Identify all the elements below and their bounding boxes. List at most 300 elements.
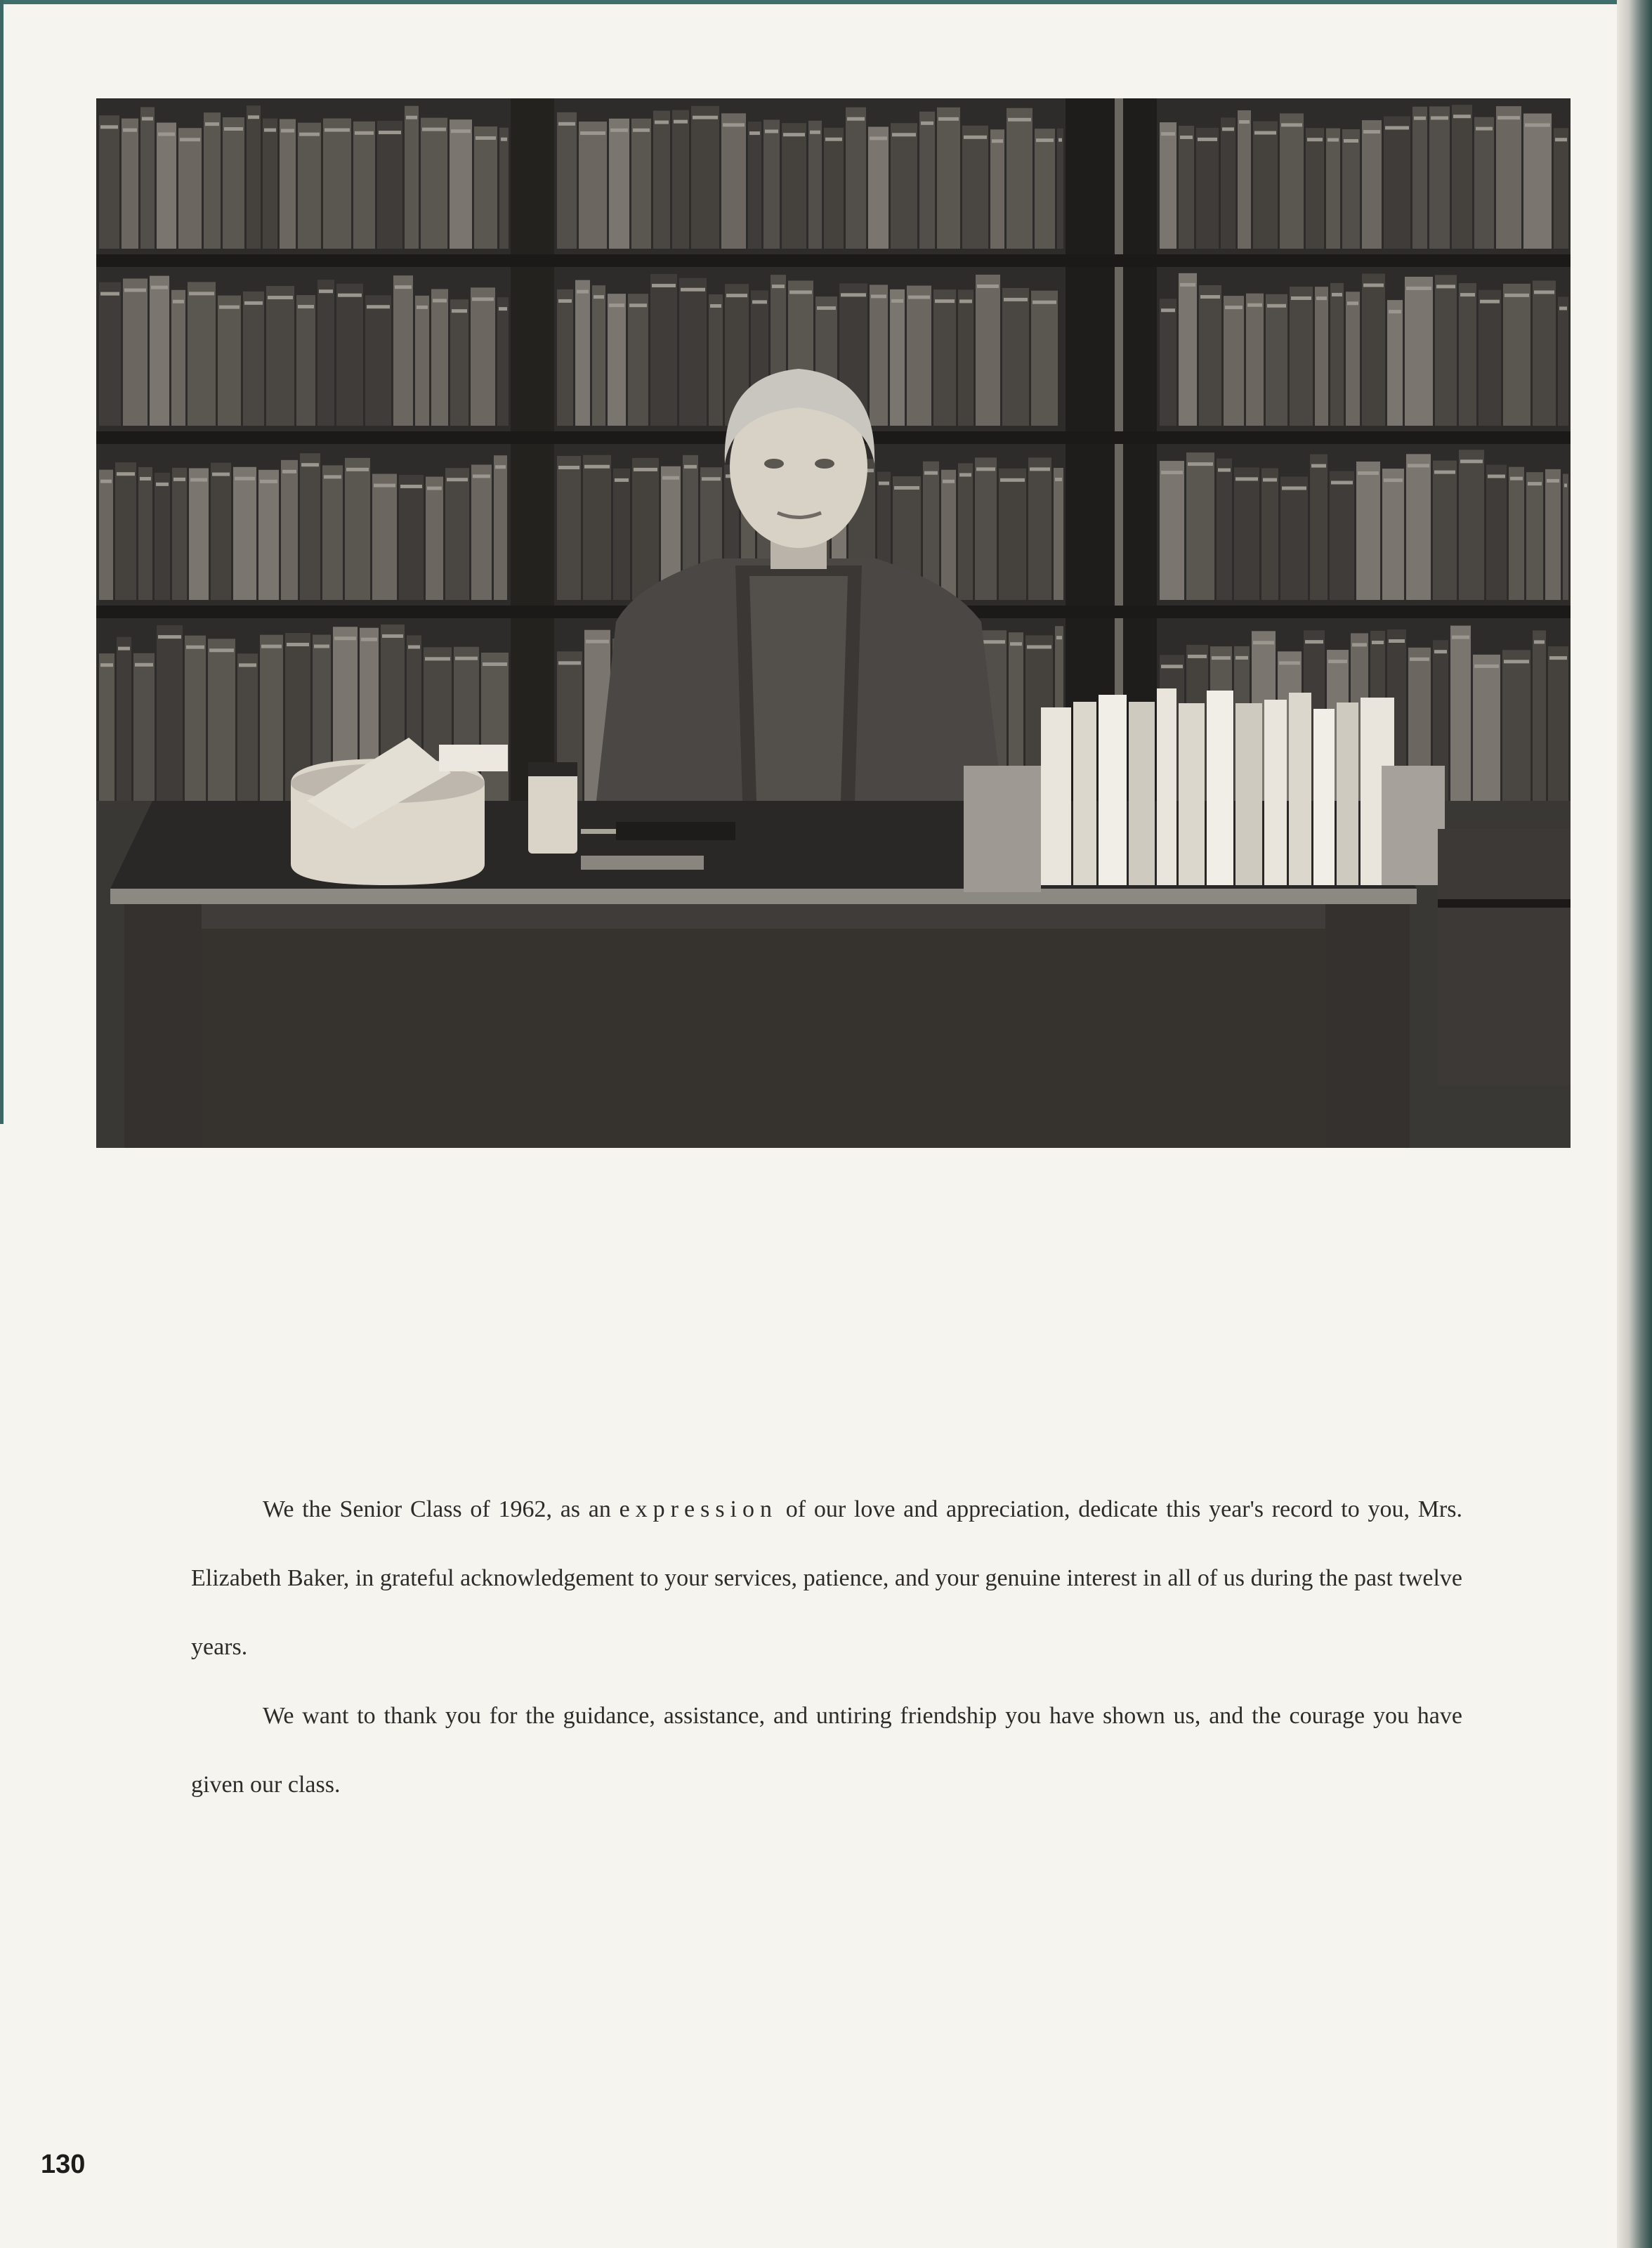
book-spine [1473,655,1500,801]
book-spine-band [173,478,185,481]
book-spine-band [584,465,610,469]
book-spine [115,462,136,600]
book-spine-band [1504,294,1529,297]
book-spine-band [629,303,647,307]
book-spine-band [924,471,938,475]
book-spine [1479,290,1501,426]
book-spine-band [186,646,204,649]
book-spine-band [609,303,624,307]
book-spine [263,119,277,249]
book-spine [450,119,472,249]
book-spine-band [871,294,886,298]
book-spine-band [1279,661,1300,665]
book-spine-band [1510,477,1523,481]
book-spine [1433,461,1457,600]
book-spine-band [1328,138,1339,142]
book-spine-band [338,294,362,297]
book-spine [1238,110,1251,249]
book-spine [1290,287,1313,426]
book-spine-band [1161,665,1183,668]
book-spine-band [1200,295,1220,299]
book-spine [1160,299,1176,426]
book-spine [1221,117,1235,249]
book-spine-band [100,292,119,296]
book-spine [296,295,315,426]
book-spine-band [427,487,442,490]
book-spine-band [558,466,579,469]
book-spine-band [1000,478,1025,482]
book-spine-band [558,122,575,126]
book-spine-band [324,129,350,132]
book-spine [808,121,822,249]
book-spine-band [334,636,356,640]
book-spine-band [361,638,377,641]
book-spine-band [938,117,959,121]
dedication-paragraph-2: We want to thank you for the guidance, assistance, and untiring friendship you have shown us, and the courage you have given our class. [191,1703,1462,1798]
book-spine [575,280,590,426]
page-edge-right [1617,0,1652,2248]
page-number: 130 [41,2150,86,2179]
book-spine [99,470,113,600]
book-spine-band [1389,310,1401,313]
book-spine [393,275,413,426]
book-spine-band [1225,306,1243,309]
book-spine-band [298,305,314,308]
book-spine-band [789,290,812,294]
book-spine [1028,457,1051,600]
book-spine [1199,285,1221,426]
book-spine-band [1460,459,1483,463]
book-spine-band [681,288,705,292]
book-spine-band [1010,642,1022,646]
book-spine-band [282,470,296,473]
book-spine-band [870,136,887,140]
book-spine-band [1235,477,1258,481]
book-spine [1384,116,1410,249]
book-spine [1412,107,1427,249]
book-spine [933,289,956,426]
book-spine [1554,128,1568,249]
book-spine-band [268,296,293,299]
book-spine [1509,467,1524,600]
book-spine [233,467,256,600]
book-spine-band [1406,287,1431,290]
book-spine-band [1328,660,1347,663]
book-spine-band [355,131,374,135]
page-edge-left [0,0,4,1124]
book-spine-band [633,129,650,132]
book-spine [138,467,152,600]
book-spine-band [158,133,175,136]
book-spine [322,465,343,600]
book-spine-band [1488,475,1505,478]
book-spine-band [1004,298,1028,301]
book-spine [122,119,138,249]
book-spine [709,294,723,426]
book-spine-band [219,306,240,309]
book-spine-band [1282,486,1306,490]
book-spine-band [1180,283,1195,287]
book-spine [691,106,719,249]
book-spine [1502,650,1530,801]
book-spine-band [1316,296,1327,300]
book-spine [1387,300,1403,426]
book-spine-band [472,297,494,301]
book-spine-band [1281,123,1302,126]
book-spine [445,468,469,600]
book-spine [1459,283,1476,426]
book-spine-band [662,476,679,480]
book-spine [204,112,221,249]
book-spine-band [943,480,955,483]
book-spine-band [100,480,112,483]
book-spine [399,475,424,600]
book-spine-band [212,473,230,476]
book-spine-band [260,480,277,483]
book-spine [117,637,131,801]
book-spine [243,292,264,426]
book-spine [211,463,231,600]
book-spine-band [1347,301,1358,305]
book-spine-band [693,116,718,119]
desk-book [1264,700,1287,885]
book-spine-band [142,117,153,120]
book-spine-band [684,465,697,469]
book-spine-band [634,468,657,471]
book-spine [474,126,497,249]
book-spine-band [248,115,259,119]
book-spine-band [783,133,805,136]
book-spine-band [209,648,234,652]
book-spine-band [1235,656,1248,660]
book-spine [426,477,443,600]
book-spine-band [425,657,450,660]
book-spine-band [1161,132,1175,136]
book-spine [891,123,917,249]
book-spine-band [158,635,181,639]
book-spine-band [1460,293,1475,296]
book-spine-band [156,483,169,486]
book-spine-band [100,125,118,129]
book-spine [450,299,468,426]
book-spine [557,112,577,249]
book-spine [1486,465,1507,600]
book-spine-band [374,484,395,488]
book-spine-band [1480,300,1500,303]
book-spine-band [239,663,256,667]
emphasized-word: expression [619,1496,778,1522]
book-spine-band [205,122,219,126]
book-spine-band [1198,138,1217,141]
book-spine [1356,462,1380,600]
book-spine [1503,284,1530,426]
dedication-text [191,1475,1462,1819]
book-spine-band [1534,640,1545,643]
book-spine-band [264,129,276,132]
book-spine-band [447,478,468,481]
book-spine-band [173,300,184,303]
book-spine-band [1504,660,1529,663]
book-spine-band [1222,127,1234,131]
book-spine-band [1385,126,1409,129]
book-spine-band [1358,471,1379,475]
book-spine-band [281,129,294,133]
book-spine [907,286,931,426]
book-spine [431,289,448,426]
book-spine [405,106,419,249]
book-spine-band [1408,464,1429,467]
book-spine [300,453,320,600]
book-spine-band [891,299,903,303]
book-spine-band [1363,130,1380,133]
dedication-photo [96,98,1571,1148]
book-spine-band [395,285,412,289]
book-spine [1405,277,1433,426]
book-spine [990,129,1004,249]
book-spine [1002,288,1029,426]
book-spine-band [123,129,137,132]
page-edge-top [0,0,1652,4]
book-spine-band [558,299,572,303]
book-spine-band [1453,115,1471,118]
book-spine-band [499,307,507,311]
desk-book [1073,702,1096,885]
book-spine-band [118,647,130,651]
book-spine-band [1559,306,1567,310]
book-spine-band [1056,636,1062,639]
book-spine [557,456,581,600]
book-spine-band [124,289,146,292]
book-spine-band [1267,304,1286,308]
book-spine-band [408,645,420,648]
book-spine-band [894,486,919,490]
book-spine [336,284,363,426]
book-spine-band [1161,308,1175,312]
book-spine [140,107,155,249]
book-spine-band [433,299,447,302]
book-spine [1545,469,1561,600]
desk-book [1207,691,1233,885]
book-spine-band [180,138,200,141]
book-spine [941,470,956,600]
book-spine-band [1363,284,1384,287]
book-spine-band [1431,116,1448,119]
book-spine [172,468,187,600]
book-spine [583,455,611,600]
book-spine-band [1331,481,1353,484]
book-spine [628,294,648,426]
book-spine-band [983,640,1005,643]
book-spine-band [189,292,214,295]
photo-illustration [96,98,1571,1148]
book-spine-band [1352,643,1367,646]
book-spine [1310,455,1328,600]
book-spine [471,287,495,426]
book-spine [258,470,279,600]
dedication-paragraph-1 [191,1475,1462,1682]
book-spine-band [652,284,676,287]
book-spine-band [1452,636,1469,639]
book-spine [1160,461,1184,600]
book-spine-band [476,136,496,140]
book-spine-band [817,306,836,310]
book-spine [494,455,507,600]
book-spine-band [959,473,971,476]
book-spine-band [1188,655,1207,658]
book-spine [1007,108,1032,249]
book-spine [1406,454,1431,600]
book-spine-band [1307,138,1323,141]
desk-book [1099,695,1127,885]
book-spine-band [422,128,446,131]
book-spine-band [765,129,778,133]
book-spine-band [1414,117,1426,120]
book-spine [962,126,988,249]
book-spine-band [710,304,721,308]
book-spine-band [299,133,320,136]
book-spine-band [1549,656,1567,660]
book-spine [1496,106,1521,249]
book-spine-band [921,122,933,125]
book-spine-band [1344,139,1358,143]
book-spine [178,128,202,249]
book-spine [353,122,375,249]
book-spine [499,128,509,249]
book-spine [631,119,651,249]
book-spine-band [1410,658,1429,661]
book-spine [218,296,241,426]
book-spine [1217,459,1232,600]
dedication-paragraph-1-start: We the Senior Class of 1962, as an [263,1496,620,1522]
book-spine-band [1384,478,1403,482]
book-spine [672,110,689,249]
book-spine [721,113,746,249]
book-spine [975,457,997,600]
book-spine [653,111,670,249]
book-spine [609,119,629,249]
book-spine [592,285,605,426]
book-spine-band [346,468,369,471]
book-spine [1326,129,1340,249]
book-spine-band [992,139,1003,143]
book-spine-band [935,299,955,303]
book-spine-band [287,643,309,646]
book-spine [1548,646,1568,801]
book-spine-band [224,127,243,131]
book-spine-band [594,295,604,299]
book-spine-band [558,661,581,665]
book-spine-band [406,116,417,119]
book-spine [471,464,492,600]
book-spine [1558,296,1568,426]
book-spine-band [976,467,995,471]
book-spine [613,469,630,600]
book-spine [185,636,206,801]
book-spine-band [1055,478,1062,481]
book-spine-band [1434,471,1455,474]
book-spine [208,639,235,801]
book-spine [1533,630,1546,801]
book-spine-band [1188,462,1213,466]
book-spine [155,473,170,600]
book-spine [1429,106,1450,249]
book-spine [298,123,321,249]
book-spine-band [726,294,747,297]
book-spine-band [501,138,507,141]
desk-book [1129,702,1155,885]
book-spine [824,128,844,249]
book-spine-band [1474,665,1499,668]
dedication-paragraph-1-rest: of our love and appreciation, dedicate this year's record to you, Mrs. Elizabeth Baker, in grateful acknowledgement to your services, patience, and your genuine interest in all of us during the past twelve years. [191,1496,1462,1660]
book-spine [280,119,296,249]
desk-book [1337,702,1358,885]
book-spine [1253,122,1278,249]
book-spine-band [190,478,207,481]
book-spine-band [1253,641,1274,644]
book-spine [870,285,888,426]
book-spine-band [1032,301,1056,304]
book-spine-band [810,131,820,134]
book-spine-band [1547,479,1559,483]
book-spine-band [1525,124,1550,127]
book-spine [189,468,209,600]
book-spine [608,294,626,426]
book-spine-band [1180,136,1193,139]
book-spine [345,458,370,600]
book-spine [1435,275,1457,426]
book-spine [1280,113,1304,249]
book-spine-band [1332,293,1342,296]
book-spine-band [1263,478,1277,482]
book-spine-band [892,133,916,136]
book-spine [557,289,573,426]
book-spine [157,123,176,249]
book-spine [679,278,707,426]
book-spine [937,107,960,249]
book-spine-band [586,640,609,643]
book-spine [958,289,973,426]
book-spine-band [1027,645,1051,648]
book-spine-band [674,120,688,124]
book-spine [372,474,397,600]
book-spine-band [140,477,151,481]
book-spine [1452,105,1472,249]
book-spine [365,295,391,426]
book-spine [1533,280,1556,426]
book-spine-band [324,475,341,478]
book-spine [377,121,402,249]
book-spine-band [1497,116,1520,119]
book-spine [1234,467,1259,600]
book-spine-band [100,663,113,667]
book-spine [1035,129,1055,249]
book-spine-band [117,472,135,476]
book-spine-band [455,657,478,660]
book-spine [1526,472,1543,600]
book-spine [1179,273,1197,426]
book-spine-band [1008,118,1031,122]
book-spine [1261,469,1278,600]
book-spine-band [382,634,403,638]
book-spine-band [723,123,745,126]
book-spine [632,458,659,600]
book-spine-band [1030,467,1050,471]
book-spine [650,274,677,426]
book-spine-band [301,463,319,466]
book-spine [846,107,866,249]
book-spine [497,297,509,426]
book-spine-band [1254,131,1276,135]
